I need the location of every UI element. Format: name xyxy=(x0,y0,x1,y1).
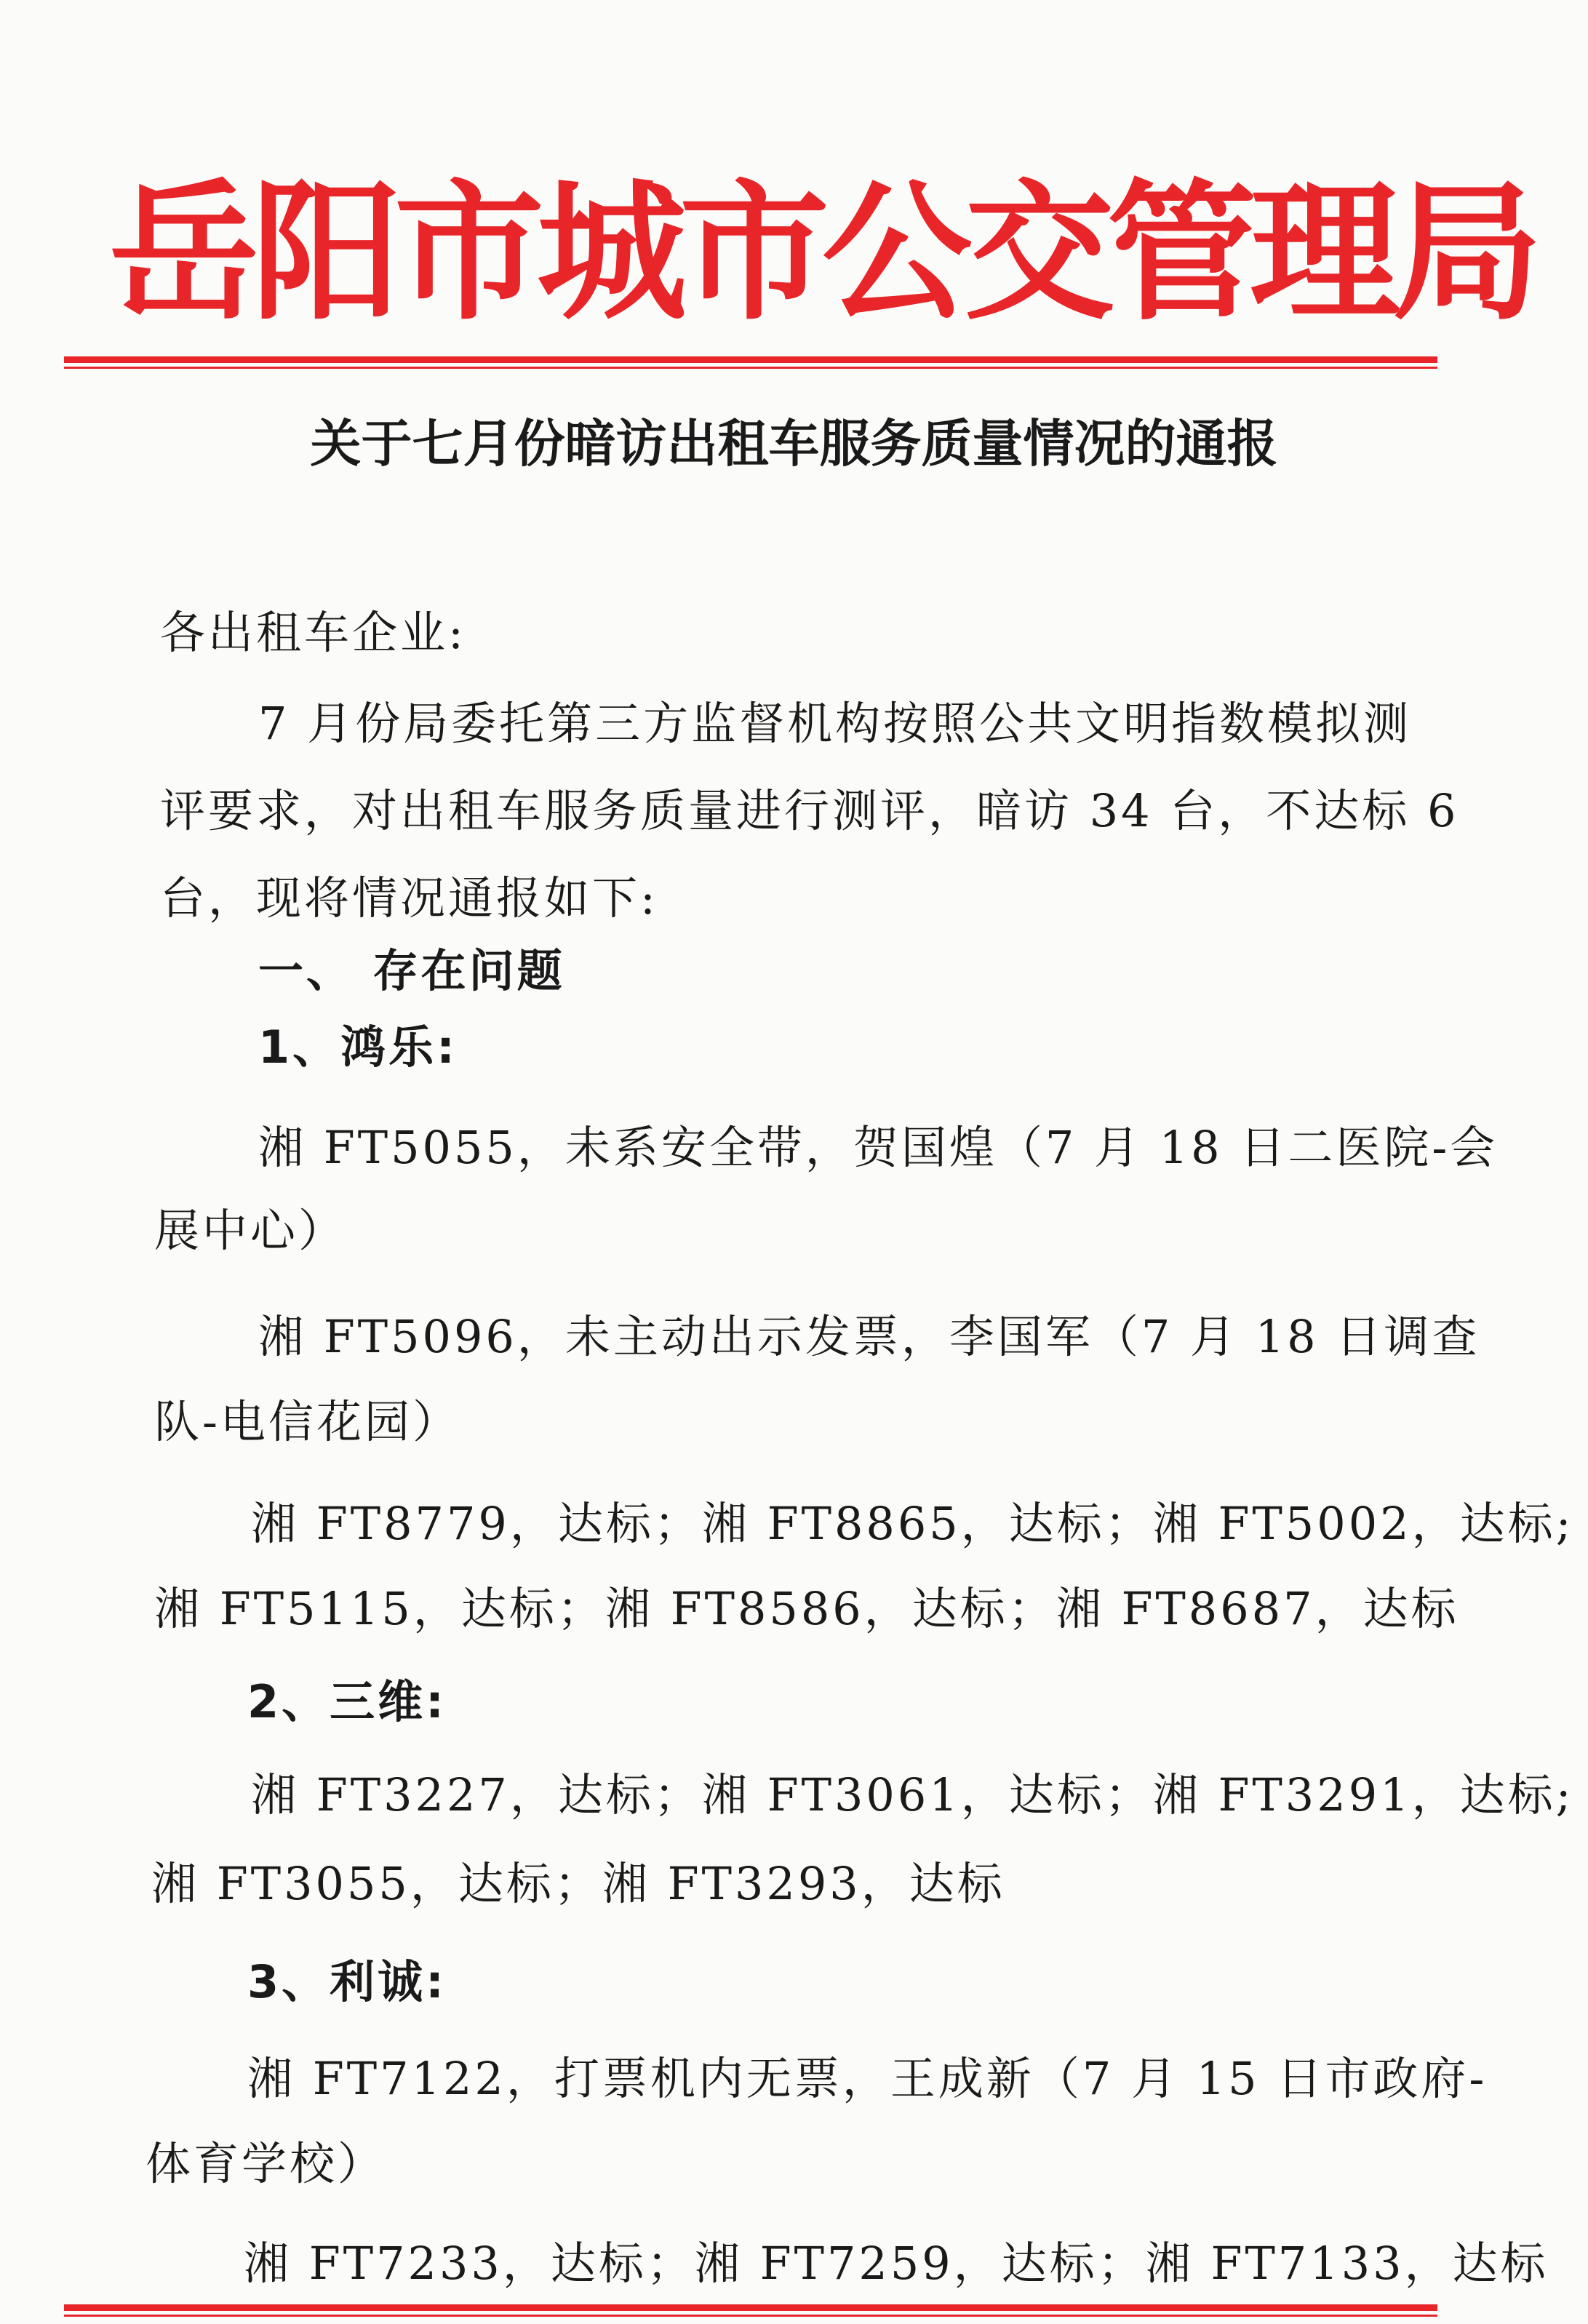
entry-line: 湘 FT5115，达标；湘 FT8586，达标；湘 FT8687，达标 xyxy=(154,1582,1459,1635)
company-heading-3: 3、利诚: xyxy=(247,1955,447,2008)
salutation: 各出租车企业: xyxy=(160,606,466,659)
entry-line: 展中心） xyxy=(154,1204,347,1257)
footer-rule-thick xyxy=(64,2304,1437,2311)
intro-line-2: 评要求，对出租车服务质量进行测评，暗访 34 台，不达标 6 xyxy=(160,784,1459,837)
entry-line: 湘 FT7233，达标；湘 FT7259，达标；湘 FT7133，达标 xyxy=(244,2237,1549,2290)
entry-line: 湘 FT5055，未系安全带，贺国煌（7 月 18 日二医院-会 xyxy=(258,1121,1499,1174)
entry-line: 队-电信花园） xyxy=(154,1395,460,1448)
intro-line-1: 7 月份局委托第三方监督机构按照公共文明指数模拟测 xyxy=(258,697,1412,750)
document-title: 关于七月份暗访出租车服务质量情况的通报 xyxy=(310,414,1278,474)
entry-line: 湘 FT3227，达标；湘 FT3061，达标；湘 FT3291，达标; xyxy=(251,1768,1574,1821)
entry-line: 湘 FT7122，打票机内无票，王成新（7 月 15 日市政府- xyxy=(247,2052,1488,2105)
entry-line: 湘 FT5096，未主动出示发票，李国军（7 月 18 日调查 xyxy=(258,1310,1480,1363)
letterhead-rule-thin xyxy=(64,367,1437,369)
entry-line: 湘 FT8779，达标；湘 FT8865，达标；湘 FT5002，达标; xyxy=(251,1497,1574,1550)
entry-line: 体育学校） xyxy=(145,2137,386,2190)
company-heading-1: 1、鸿乐: xyxy=(258,1021,458,1074)
intro-line-3: 台，现将情况通报如下: xyxy=(160,871,658,925)
company-heading-2: 2、三维: xyxy=(247,1675,447,1728)
entry-line: 湘 FT3055，达标；湘 FT3293，达标 xyxy=(151,1857,1005,1910)
letterhead-rule-thick xyxy=(64,356,1437,363)
section-heading: 一、 存在问题 xyxy=(258,944,565,997)
footer-rule-thin xyxy=(64,2315,1437,2317)
letterhead-org-name: 岳阳市城市公交管理局 xyxy=(109,166,1536,340)
